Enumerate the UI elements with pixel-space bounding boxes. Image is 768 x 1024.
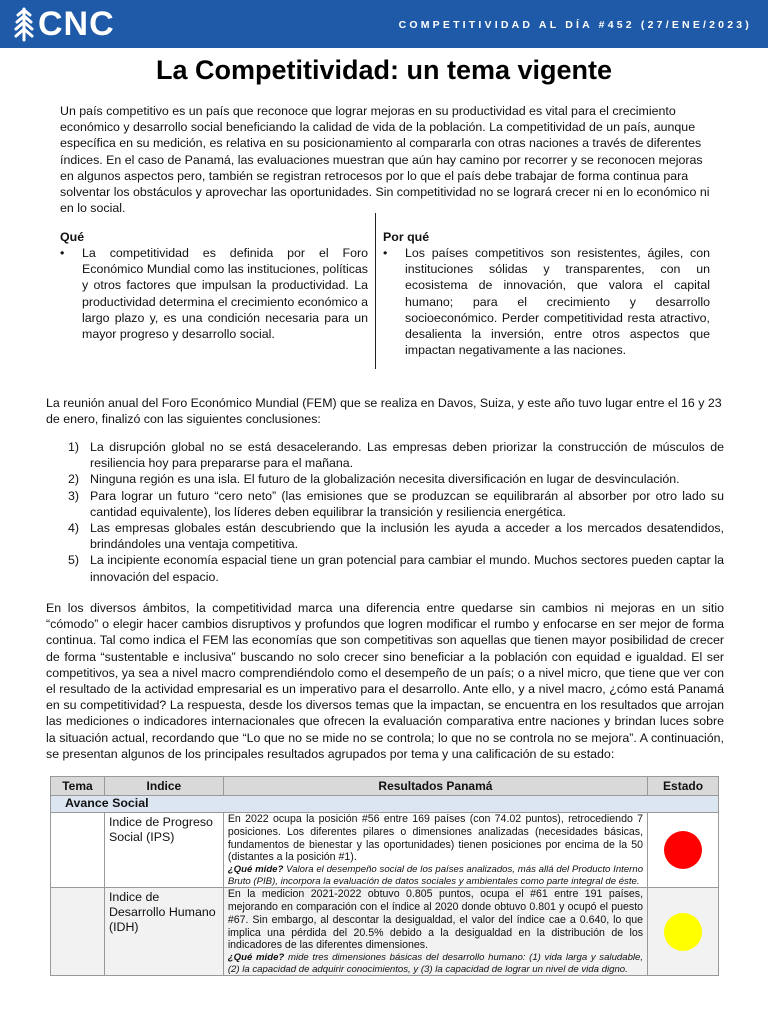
logo-text: CNC xyxy=(38,5,115,43)
indice-cell: Indice de Progreso Social (IPS) xyxy=(104,813,223,888)
cnc-logo xyxy=(14,6,115,42)
resultado-text: En la medicion 2021-2022 obtuvo 0.805 puntos, ocupa el #61 entre 191 países, mejorando en comparación con el índice al 2020 donde obtuvo 0.801 y ocupó el puesto #67. Sin embargo, al descontar la desigualdad, el valor del índice cae a 0.640, lo que implica una pérdida del 20.5% debido a la desigualdad en la distribución de los indicadores de las diferentes dimensiones. xyxy=(227,888,644,952)
que-mide-text: Valora el desempeño social de los países analizados, más allá del Producto Interno Bruto (PIB), incorpora la evaluación de datos sociales y ambientales como parte integral de éste. xyxy=(227,864,644,887)
section-label: Avance Social xyxy=(51,796,719,813)
section-row xyxy=(51,796,719,813)
fem-intro-paragraph: La reunión anual del Foro Económico Mundial (FEM) que se realiza en Davos, Suiza, y este año tuvo lugar entre el 16 y 23 de enero, finalizó con las siguientes conclusiones: xyxy=(46,396,722,427)
estado-cell xyxy=(648,813,719,888)
estado-cell xyxy=(648,888,719,976)
indice-cell: Indice de Desarrollo Humano (IDH) xyxy=(104,888,223,976)
resultado-cell xyxy=(223,813,647,888)
list-item: 2) Ninguna región es una isla. El futuro de la globalización necesita diversificación en lugar de desvinculación. xyxy=(68,472,680,487)
que-mide-note xyxy=(228,864,643,887)
list-item: 3) Para lograr un futuro “cero neto” (las emisiones que se produzcan se equilibrarán al absorber por otro lado su cantidad equivalente), los líderes deben equilibrar la transición y resiliencia energética. xyxy=(68,488,724,519)
bullet-icon: • xyxy=(60,246,65,260)
header-resultados: Resultados Panamá xyxy=(223,777,647,796)
que-mide-text: mide tres dimensiones básicas del desarrollo humano: (1) vida larga y saludable, (2) la capacidad de adquirir conocimientos, y (3) la capacidad de lograr un nivel de vida digno. xyxy=(227,952,644,975)
intro-paragraph: Un país competitivo es un país que reconoce que lograr mejoras en su productividad es vital para el crecimiento económico y desarrollo social beneficiando la calidad de vida de la población. La competitividad de un país, aunque específica en su medición, es relativa en su posicionamiento al compararla con otras naciones a través de diferentes índices. En el caso de Panamá, las evaluaciones muestran que aún hay camino por recorrer y se reconocen mejoras en algunos aspectos pero, también se registran retrocesos por lo que el país debe trabajar de forma continua para solventar los obstáculos y aprovechar las oportunidades. Sin competitividad no se logrará crecer ni en lo económico ni en lo social. xyxy=(60,104,710,216)
resultado-cell xyxy=(223,888,647,976)
porque-column xyxy=(383,229,710,358)
body-paragraph: En los diversos ámbitos, la competitividad marca una diferencia entre quedarse sin cambios ni mejoras en un sitio “cómodo” o elegir hacer cambios disruptivos y profundos que logren modificar el rumbo y enfocarse en ser mejor de forma continua. Tal como indica el FEM las economías que son competitivas son aquellas que tienen mayor posibilidad de crecer de forma “sustentable e inclusiva” buscando no solo crecer sino beneficiar a la población con equidad e igualdad. El ser competitivos, ya sea a nivel macro comprendiéndolo como el desempeño de un país; o a nivel micro, que tiene que ver con el resultado de la actividad empresarial es un imperativo para el desarrollo. Ante ello, y a nivel macro, ¿cómo está Panamá en su competitividad? La respuesta, desde los diversos temas que la impactan, se encuentra en los resultados que arrojan las mediciones o indicadores internacionales que ofrecen la evaluación comparativa entre naciones y brindan luces sobre la situación actual, recordando que “Lo que no se mide no se controla; lo que no se controla no se mejora”. A continuación, se presentan algunos de los principales resultados agrupados por tema y una calificación de su estado: xyxy=(46,601,724,761)
que-mide-label: ¿Qué mide? xyxy=(227,952,285,964)
bullet-icon: • xyxy=(383,246,388,260)
que-mide-label: ¿Qué mide? xyxy=(227,864,284,876)
header-estado: Estado xyxy=(648,777,719,796)
que-mide-note xyxy=(228,952,643,975)
tree-icon xyxy=(14,6,34,42)
results-table xyxy=(50,776,719,976)
resultado-text: En 2022 ocupa la posición #56 entre 169 países (con 74.02 puntos), retrocediendo 7 posiciones. Los diferentes pilares o dimensiones analizadas (necesidades básicas, fundamentos de bienestar y las oportunidades) tienen posiciones por encima de la 50 (distantes a la posición #1). xyxy=(227,813,644,864)
que-column xyxy=(60,229,368,342)
header-tema: Tema xyxy=(51,777,105,796)
header-indice: Indice xyxy=(104,777,223,796)
edition-label: COMPETITIVIDAD AL DÍA #452 (27/ENE/2023) xyxy=(398,19,752,31)
que-title: Qué xyxy=(60,230,85,244)
column-divider xyxy=(375,213,376,369)
status-indicator-red xyxy=(664,831,702,869)
conclusions-list xyxy=(46,439,724,585)
table-row xyxy=(51,888,719,976)
table-row xyxy=(51,813,719,888)
header-bar xyxy=(0,0,768,48)
list-item: 4) Las empresas globales están descubriendo que la inclusión les ayuda a acceder a los mercados desatendidos, brindándoles una ventaja competitiva. xyxy=(68,521,724,552)
que-text: La competitividad es definida por el Foro Económico Mundial como las instituciones, políticas y otros factores que impulsan la productividad. La productividad determina el crecimiento económico a largo plazo y, es una condición necesaria para un mayor progreso y desarrollo social. xyxy=(82,246,368,342)
porque-text: Los países competitivos son resistentes, ágiles, con instituciones sólidas y transparentes, con un ecosistema de innovación, que valora el capital humano; para el crecimiento y desarrollo socioeconómico. Perder competitividad resta atractivo, desalienta la inversión, entre otros aspectos que impactan negativamente a las naciones. xyxy=(405,246,710,358)
porque-title: Por qué xyxy=(383,230,430,244)
list-item: 1) La disrupción global no se está desacelerando. Las empresas deben priorizar la construcción de músculos de resiliencia hoy para prepararse para el mañana. xyxy=(68,440,724,471)
table-header-row xyxy=(51,777,719,796)
status-indicator-yellow xyxy=(664,913,702,951)
page-title: La Competitividad: un tema vigente xyxy=(155,55,613,85)
list-item: 5) La incipiente economía espacial tiene un gran potencial para cambiar el mundo. Muchos sectores pueden captar la innovación del espacio. xyxy=(68,553,724,584)
